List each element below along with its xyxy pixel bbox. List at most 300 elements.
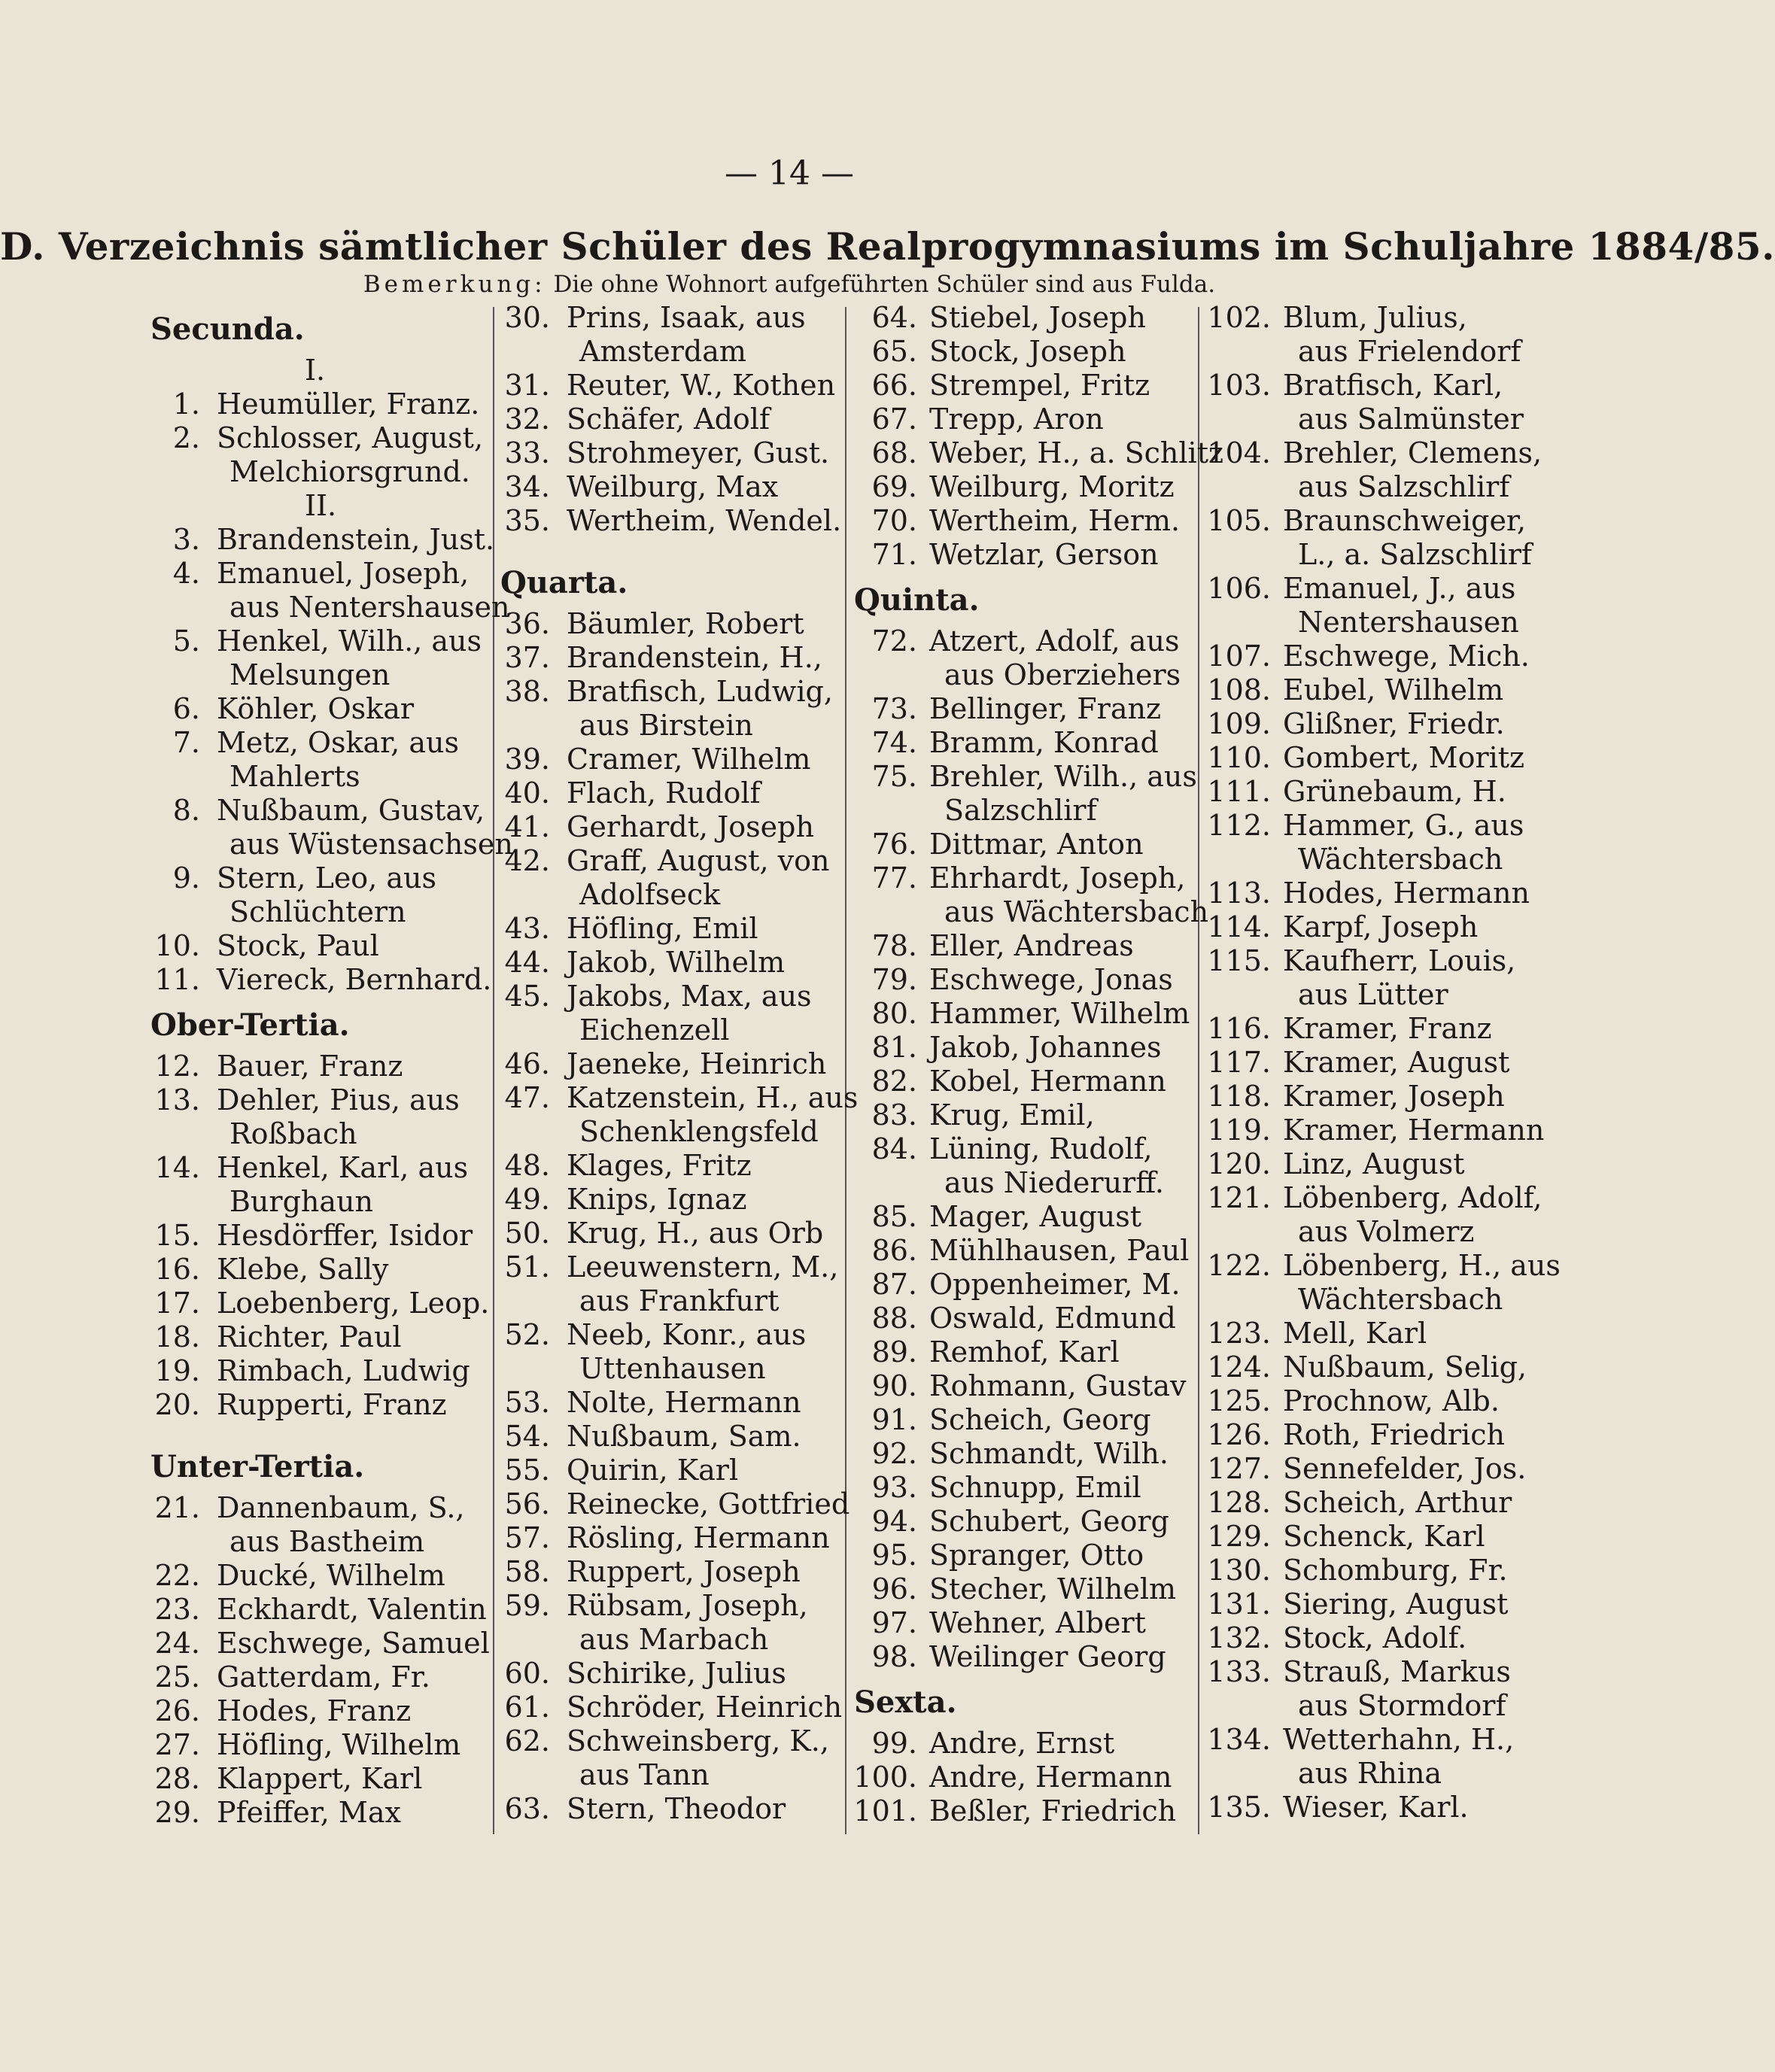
student-number: 110. (1207, 741, 1271, 774)
student-entry-continuation (150, 1525, 482, 1559)
student-number: 43. (504, 912, 550, 945)
student-entry (854, 1302, 1193, 1335)
student-entry (1208, 707, 1539, 741)
student-entry (1208, 301, 1539, 335)
student-number: 28. (154, 1762, 200, 1795)
student-entry-continuation (500, 878, 831, 912)
student-entry (1208, 1317, 1539, 1350)
student-number: 46. (504, 1047, 550, 1080)
student-entry (1208, 1621, 1539, 1655)
student-number: 51. (504, 1250, 550, 1284)
student-number: 15. (154, 1219, 200, 1252)
student-name: Rupperti, Franz (217, 1388, 447, 1421)
student-name: Melsungen (229, 658, 391, 691)
student-name: Stern, Leo, aus (217, 861, 436, 895)
student-entry (150, 1728, 482, 1762)
student-name: Weber, H., a. Schlitz (929, 436, 1223, 469)
student-entry (1208, 1046, 1539, 1080)
student-entry-continuation (854, 794, 1193, 828)
student-entry (150, 929, 482, 963)
class-heading: Ober-Tertia. (150, 1007, 350, 1043)
student-entry (854, 963, 1193, 997)
student-name: Mager, August (929, 1200, 1142, 1233)
student-entry (500, 743, 831, 776)
student-number: 6. (172, 692, 200, 725)
student-entry (150, 1287, 490, 1320)
student-name: Kramer, Franz (1283, 1012, 1492, 1045)
student-name: Stock, Adolf. (1283, 1621, 1467, 1654)
student-name: aus Volmerz (1298, 1215, 1475, 1248)
student-name: Löbenberg, Adolf, (1283, 1181, 1542, 1214)
student-entry (150, 1796, 482, 1830)
student-number: 53. (504, 1386, 550, 1419)
student-name: Salzschlirf (944, 794, 1097, 827)
student-entry-continuation (1208, 1215, 1539, 1249)
student-number: 132. (1207, 1621, 1271, 1654)
student-entry (1208, 910, 1539, 944)
student-number: 66. (871, 369, 917, 402)
student-entry (1208, 1655, 1539, 1689)
column-divider (1198, 307, 1199, 1834)
student-name: Knips, Ignaz (567, 1183, 747, 1216)
student-entry (1207, 436, 1542, 470)
student-entry (500, 1250, 839, 1284)
student-entry (500, 1657, 831, 1691)
student-name: Bramm, Konrad (929, 726, 1159, 759)
student-number: 14. (154, 1151, 200, 1184)
student-number: 86. (871, 1234, 917, 1267)
student-entry (500, 1454, 831, 1487)
student-entry-continuation (150, 760, 482, 794)
student-name: aus Stormdorf (1298, 1689, 1506, 1722)
student-entry (500, 1318, 831, 1352)
student-name: Kaufherr, Louis, (1283, 944, 1516, 977)
student-entry (1208, 741, 1539, 775)
student-name: Wehner, Albert (929, 1606, 1146, 1639)
student-number: 37. (504, 641, 550, 674)
student-name: Nußbaum, Sam. (567, 1420, 801, 1453)
student-entry (500, 369, 836, 403)
column-4 (1207, 301, 1561, 1836)
student-number: 92. (871, 1437, 917, 1470)
student-number: 108. (1207, 673, 1271, 706)
student-entry-continuation (854, 658, 1193, 692)
student-number: 60. (504, 1657, 550, 1690)
student-number: 82. (871, 1065, 917, 1098)
class-heading: Unter-Tertia. (150, 1449, 365, 1484)
student-entry (500, 1217, 831, 1250)
student-entry (150, 1627, 490, 1660)
student-name: Brehler, Wilh., aus (929, 760, 1197, 793)
student-name: Trepp, Aron (929, 403, 1104, 436)
student-entry (500, 403, 831, 436)
student-name: Graff, August, von (567, 844, 830, 877)
student-name: Wächtersbach (1298, 1283, 1503, 1316)
student-number: 27. (154, 1728, 200, 1761)
student-number: 69. (871, 470, 917, 503)
student-entry (1208, 1520, 1539, 1554)
student-entry (854, 726, 1193, 760)
student-entry (150, 387, 482, 421)
student-entry-continuation (150, 658, 482, 692)
student-number: 99. (871, 1727, 917, 1760)
student-name: Reuter, W., Kothen (567, 369, 836, 402)
student-number: 22. (154, 1559, 200, 1592)
student-number: 45. (504, 980, 550, 1013)
student-number: 81. (871, 1031, 917, 1064)
student-name: Strempel, Fritz (929, 369, 1150, 402)
student-name: aus Nentershausen (229, 591, 510, 624)
student-name: Schenklengsfeld (579, 1115, 819, 1148)
student-name: Linz, August (1283, 1147, 1465, 1180)
student-entry (500, 1691, 843, 1724)
student-number: 21. (154, 1491, 200, 1524)
student-name: Pfeiffer, Max (217, 1796, 401, 1829)
student-name: Prins, Isaak, aus (567, 301, 806, 334)
student-entry-continuation (500, 1013, 831, 1047)
student-number: 70. (871, 504, 917, 537)
student-name: Roth, Friedrich (1283, 1418, 1505, 1451)
student-entry (1208, 809, 1539, 843)
student-name: Siering, August (1283, 1587, 1509, 1621)
student-number: 109. (1207, 707, 1271, 740)
student-number: 67. (871, 403, 917, 436)
student-name: Jaeneke, Heinrich (567, 1047, 827, 1080)
student-entry (854, 861, 1193, 895)
student-number: 80. (871, 997, 917, 1030)
student-entry (1208, 1350, 1539, 1384)
student-entry (150, 1491, 482, 1525)
student-name: Ehrhardt, Joseph, (929, 861, 1186, 895)
student-name: Kramer, Joseph (1283, 1080, 1505, 1113)
student-name: Scheich, Georg (929, 1403, 1151, 1436)
student-name: L., a. Salzschlirf (1298, 538, 1532, 571)
student-name: Schnupp, Emil (929, 1471, 1141, 1504)
student-name: aus Salmünster (1298, 403, 1524, 436)
student-entry (150, 794, 485, 828)
class-heading: Secunda. (150, 311, 305, 347)
student-number: 133. (1207, 1655, 1271, 1688)
student-entry (500, 641, 831, 675)
student-number: 87. (871, 1268, 917, 1301)
student-number: 57. (504, 1521, 550, 1554)
student-entry (854, 1031, 1193, 1065)
student-name: Schomburg, Fr. (1283, 1554, 1508, 1587)
student-name: Eichenzell (579, 1013, 730, 1047)
student-name: Eschwege, Samuel (217, 1627, 490, 1660)
student-number: 7. (172, 726, 200, 759)
student-number: 25. (154, 1660, 200, 1694)
student-number: 122. (1207, 1249, 1271, 1282)
student-entry (1208, 1418, 1539, 1452)
student-number: 127. (1207, 1452, 1271, 1485)
student-name: Sennefelder, Jos. (1283, 1452, 1527, 1485)
student-entry (500, 776, 831, 810)
student-name: Henkel, Wilh., aus (217, 624, 482, 658)
student-name: Nußbaum, Selig, (1283, 1350, 1527, 1384)
student-number: 44. (504, 946, 550, 979)
student-name: Viereck, Bernhard. (217, 963, 492, 996)
student-entry (150, 726, 482, 760)
student-entry (1208, 944, 1539, 978)
student-entry (854, 1606, 1193, 1640)
student-name: Stock, Paul (217, 929, 379, 962)
student-number: 29. (154, 1796, 200, 1829)
student-entry-continuation (150, 1117, 482, 1151)
student-number: 2. (172, 421, 200, 454)
student-number: 32. (504, 403, 550, 436)
student-number: 116. (1207, 1012, 1271, 1045)
student-entry (150, 1219, 482, 1253)
student-number: 26. (154, 1694, 200, 1727)
student-name: Andre, Hermann (929, 1761, 1172, 1794)
student-entry (1208, 572, 1539, 606)
student-entry (854, 997, 1193, 1031)
student-number: 125. (1207, 1384, 1271, 1417)
student-entry (500, 844, 831, 878)
student-entry-continuation (1208, 1757, 1539, 1791)
student-number: 131. (1207, 1587, 1271, 1621)
student-name: Weilburg, Max (567, 470, 779, 503)
student-number: 9. (172, 861, 200, 895)
student-name: Schäfer, Adolf (567, 403, 770, 436)
student-name: Eller, Andreas (929, 929, 1134, 962)
student-number: 77. (871, 861, 917, 895)
student-entry (854, 1471, 1193, 1505)
student-name: Löbenberg, H., aus (1283, 1249, 1561, 1282)
student-name: aus Wüstensachsen (229, 828, 513, 861)
student-number: 118. (1207, 1080, 1271, 1113)
student-name: Karpf, Joseph (1283, 910, 1479, 943)
student-name: Eckhardt, Valentin (217, 1593, 487, 1626)
student-number: 42. (504, 844, 550, 877)
student-number: 96. (871, 1572, 917, 1606)
student-entry (1208, 504, 1539, 538)
student-entry (150, 1660, 482, 1694)
student-number: 49. (504, 1183, 550, 1216)
student-entry (854, 1572, 1193, 1606)
student-number: 1. (172, 387, 200, 421)
student-name: Wetzlar, Gerson (929, 538, 1159, 571)
student-entry (150, 557, 482, 591)
student-number: 100. (853, 1761, 917, 1794)
student-name: Kramer, August (1283, 1046, 1510, 1079)
student-number: 123. (1207, 1317, 1271, 1350)
student-number: 55. (504, 1454, 550, 1487)
student-number: 8. (172, 794, 200, 827)
student-entry (500, 912, 831, 946)
student-name: Bratfisch, Karl, (1283, 369, 1503, 402)
student-number: 105. (1207, 504, 1271, 537)
student-entry (1208, 1791, 1539, 1824)
student-name: Schlüchtern (229, 895, 406, 928)
student-number: 83. (871, 1098, 917, 1132)
student-entry (1208, 1587, 1539, 1621)
student-entry (854, 403, 1193, 436)
page-title: D. Verzeichnis sämtlicher Schüler des Realprogymnasiums im Schuljahre 1884/85. (0, 224, 1775, 269)
student-number: 89. (871, 1335, 917, 1369)
student-name: Klebe, Sally (217, 1253, 389, 1286)
student-number: 64. (871, 301, 917, 334)
student-name: Grünebaum, H. (1283, 775, 1506, 808)
student-number: 20. (154, 1388, 200, 1421)
remark (0, 271, 1579, 298)
student-name: aus Frielendorf (1298, 335, 1521, 368)
student-entry (500, 1149, 831, 1183)
student-entry-continuation (500, 1284, 831, 1318)
student-entry (500, 1183, 831, 1217)
student-entry (500, 1724, 831, 1758)
student-number: 101. (853, 1794, 917, 1827)
student-name: Rimbach, Ludwig (217, 1354, 470, 1387)
student-entry-continuation (854, 1166, 1193, 1200)
student-number: 126. (1207, 1418, 1271, 1451)
student-number: 94. (871, 1505, 917, 1538)
student-entry (500, 436, 831, 470)
student-name: Krug, H., aus Orb (567, 1217, 824, 1250)
student-entry (1208, 1384, 1539, 1418)
student-entry (500, 470, 831, 504)
student-entry-continuation (1208, 978, 1539, 1012)
student-entry (854, 1761, 1193, 1794)
column-3 (853, 301, 1223, 1836)
student-entry (854, 470, 1193, 504)
student-number: 95. (871, 1539, 917, 1572)
student-number: 129. (1207, 1520, 1271, 1553)
student-number: 23. (154, 1593, 200, 1626)
student-entry (1208, 673, 1539, 707)
student-entry (150, 1050, 482, 1083)
student-entry (500, 1047, 831, 1081)
student-entry (150, 1354, 482, 1388)
student-entry (150, 1083, 482, 1117)
student-name: Loebenberg, Leop. (217, 1287, 490, 1320)
student-name: Braunschweiger, (1283, 504, 1526, 537)
student-name: Ducké, Wilhelm (217, 1559, 445, 1592)
student-entry (1208, 640, 1539, 673)
student-name: Stiebel, Joseph (929, 301, 1146, 334)
student-name: aus Marbach (579, 1623, 769, 1656)
student-number: 19. (154, 1354, 200, 1387)
column-1 (150, 301, 513, 1836)
student-name: Nußbaum, Gustav, (217, 794, 485, 827)
student-entry-continuation (150, 895, 482, 929)
student-number: 41. (504, 810, 550, 843)
student-number: 103. (1207, 369, 1271, 402)
student-name: Flach, Rudolf (567, 776, 761, 810)
student-name: Atzert, Adolf, aus (929, 624, 1180, 658)
student-name: aus Oberziehers (944, 658, 1181, 691)
student-number: 38. (504, 675, 550, 708)
student-entry-continuation (150, 591, 510, 624)
student-name: Höfling, Emil (567, 912, 758, 945)
student-number: 56. (504, 1487, 550, 1521)
student-number: 104. (1207, 436, 1271, 469)
class-heading: Sexta. (854, 1685, 957, 1720)
student-entry (500, 675, 831, 709)
student-number: 114. (1207, 910, 1271, 943)
student-number: 135. (1207, 1791, 1271, 1824)
student-name: Reinecke, Gottfried (567, 1487, 850, 1521)
student-name: Klages, Fritz (567, 1149, 752, 1182)
student-name: Adolfseck (579, 878, 721, 911)
student-entry (500, 1081, 859, 1115)
class-heading: Quinta. (854, 582, 980, 618)
student-name: Remhof, Karl (929, 1335, 1120, 1369)
student-entry (150, 421, 482, 455)
student-number: 68. (871, 436, 917, 469)
student-entry-continuation (500, 1115, 831, 1149)
student-number: 24. (154, 1627, 200, 1660)
student-entry-continuation (500, 709, 831, 743)
student-name: Weilinger Georg (929, 1640, 1166, 1673)
student-name: Rohmann, Gustav (929, 1369, 1187, 1402)
student-entry-continuation (1208, 470, 1539, 504)
student-name: Stern, Theodor (567, 1792, 786, 1825)
student-number: 33. (504, 436, 550, 469)
student-name: Brandenstein, Just. (217, 523, 495, 556)
student-number: 17. (154, 1287, 200, 1320)
student-name: Wetterhahn, H., (1283, 1723, 1515, 1756)
student-number: 10. (154, 929, 200, 962)
student-entry (854, 1098, 1193, 1132)
student-number: 62. (504, 1724, 550, 1758)
student-name: aus Tann (579, 1758, 710, 1791)
student-number: 16. (154, 1253, 200, 1286)
student-entry (854, 828, 1193, 861)
student-entry (500, 301, 831, 335)
student-entry (1208, 1147, 1539, 1181)
student-entry (854, 624, 1193, 658)
class-subheading: II. (305, 489, 337, 522)
student-entry (1208, 369, 1539, 403)
student-name: Brandenstein, H., (567, 641, 822, 674)
student-name: Kramer, Hermann (1283, 1113, 1545, 1147)
student-entry (854, 369, 1193, 403)
student-number: 76. (871, 828, 917, 861)
student-name: Dittmar, Anton (929, 828, 1144, 861)
student-number: 117. (1207, 1046, 1271, 1079)
class-subheading: I. (305, 354, 326, 387)
student-entry-continuation (1208, 606, 1539, 640)
student-entry (854, 436, 1223, 470)
student-entry (854, 301, 1193, 335)
student-number: 35. (504, 504, 550, 537)
student-number: 36. (504, 607, 550, 640)
student-number: 128. (1207, 1486, 1271, 1519)
student-entry (500, 1420, 831, 1454)
student-number: 112. (1207, 809, 1271, 842)
student-name: Gombert, Moritz (1283, 741, 1525, 774)
student-name: Schröder, Heinrich (567, 1691, 843, 1724)
student-entry (500, 1589, 831, 1623)
student-number: 106. (1207, 572, 1271, 605)
student-name: Schlosser, August, (217, 421, 484, 454)
student-name: Ruppert, Joseph (567, 1555, 801, 1588)
student-entry (854, 1369, 1193, 1403)
student-number: 102. (1207, 301, 1271, 334)
student-entry (854, 504, 1193, 538)
student-entry (150, 1320, 482, 1354)
student-entry (1207, 1249, 1561, 1283)
student-name: Scheich, Arthur (1283, 1486, 1512, 1519)
student-entry (500, 504, 842, 538)
student-entry (500, 607, 831, 641)
student-entry (150, 1559, 482, 1593)
student-number: 134. (1207, 1723, 1271, 1756)
student-number: 113. (1207, 876, 1271, 910)
student-name: Jakob, Johannes (929, 1031, 1162, 1064)
